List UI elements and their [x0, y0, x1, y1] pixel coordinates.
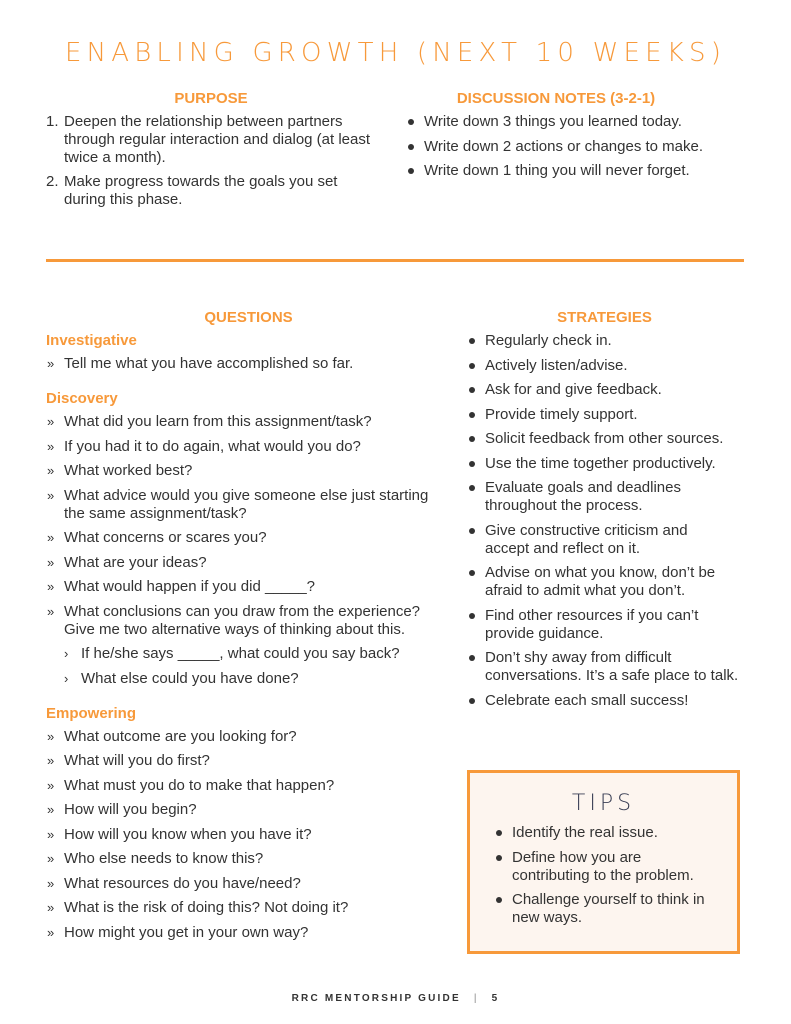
question-item: [46, 603, 451, 639]
purpose-section: [46, 90, 376, 215]
question-item: [46, 487, 451, 523]
question-text: What would happen if you did _____?: [64, 578, 316, 595]
question-text: How will you begin?: [64, 801, 197, 818]
strategy-item: Regularly check in.: [467, 332, 752, 350]
question-text: Tell me what you have accomplished so far.: [64, 355, 354, 372]
section-divider: [46, 259, 744, 262]
chevron-double-icon: »: [47, 802, 55, 817]
footer-guide-name: RRC MENTORSHIP GUIDE: [291, 993, 461, 1004]
page-number: 5: [491, 993, 500, 1004]
question-text: What is the risk of doing this? Not doing it?: [64, 899, 349, 916]
question-item: [46, 924, 451, 942]
page-footer: [0, 993, 791, 1004]
question-text: If you had it to do again, what would you do?: [64, 437, 361, 455]
discussion-list: [406, 113, 746, 180]
empowering-list: [46, 728, 451, 942]
tip-item: Challenge yourself to think in new ways.: [494, 891, 722, 927]
tip-item: Identify the real issue.: [494, 824, 723, 842]
question-text: If he/she says _____, what could you say back?: [81, 645, 400, 662]
chevron-double-icon: »: [47, 924, 55, 940]
questions-heading: QUESTIONS: [204, 309, 293, 326]
question-text: What concerns or scares you?: [64, 529, 267, 546]
chevron-double-icon: »: [47, 414, 55, 429]
strategies-heading: STRATEGIES: [557, 309, 652, 326]
strategy-item: Evaluate goals and deadlines throughout the process.: [467, 479, 700, 515]
question-text: What will you do first?: [64, 752, 210, 769]
sub-question-item: [46, 670, 451, 688]
question-text: What outcome are you looking for?: [64, 727, 297, 745]
item-text: Make progress towards the goals you set during this phase.: [64, 173, 338, 208]
strategy-item: Don’t shy away from difficult conversations. It’s a safe place to talk.: [467, 649, 755, 685]
discussion-heading: DISCUSSION NOTES (3-2-1): [456, 90, 656, 107]
purpose-item: [46, 113, 376, 167]
question-item: [46, 355, 451, 373]
question-item: [46, 554, 451, 572]
question-text: What conclusions can you draw from the experience? Give me two alternative ways of thinking about this.: [64, 602, 421, 638]
question-text: What are your ideas?: [64, 553, 207, 571]
chevron-right-icon: ›: [64, 646, 69, 661]
question-text: Who else needs to know this?: [64, 850, 264, 867]
footer-separator: |: [473, 993, 479, 1004]
strategy-item: Find other resources if you can’t provide guidance.: [467, 607, 715, 643]
discussion-section: [406, 90, 746, 187]
chevron-double-icon: »: [47, 777, 55, 793]
investigative-label: Investigative: [46, 332, 137, 349]
discussion-item: Write down 1 thing you will never forget.: [406, 162, 746, 180]
discussion-item: Write down 2 actions or changes to make.: [406, 138, 746, 156]
strategies-section: [467, 309, 752, 716]
strategy-item: Ask for and give feedback.: [467, 381, 752, 399]
strategy-item: Solicit feedback from other sources.: [467, 430, 752, 448]
item-number: 1.: [46, 113, 59, 130]
strategy-item: Advise on what you know, don’t be afraid to admit what you don’t.: [467, 564, 735, 600]
chevron-double-icon: »: [47, 875, 55, 891]
investigative-list: [46, 355, 451, 373]
question-item: [46, 826, 451, 844]
strategy-item: Celebrate each small success!: [467, 692, 752, 710]
tips-box: [467, 770, 740, 954]
question-item: [46, 529, 451, 547]
strategy-item: Use the time together productively.: [467, 455, 752, 473]
strategy-item: Provide timely support.: [467, 406, 752, 424]
chevron-double-icon: »: [47, 826, 55, 842]
chevron-double-icon: »: [47, 463, 55, 478]
strategy-item: Give constructive criticism and accept and reflect on it.: [467, 522, 700, 558]
question-text: What must you do to make that happen?: [64, 776, 335, 794]
chevron-double-icon: »: [47, 753, 55, 768]
question-text: How will you know when you have it?: [64, 825, 312, 843]
purpose-heading: PURPOSE: [174, 90, 248, 107]
chevron-double-icon: »: [47, 851, 55, 866]
question-item: [46, 413, 451, 431]
sub-question-item: [46, 645, 451, 663]
page-title: ENABLING GROWTH (NEXT 10 WEEKS): [64, 38, 727, 68]
chevron-double-icon: »: [47, 900, 55, 915]
question-item: [46, 777, 451, 795]
chevron-double-icon: »: [47, 579, 55, 594]
strategies-list: [467, 332, 752, 710]
strategy-item: Actively listen/advise.: [467, 357, 752, 375]
tips-list: [470, 824, 737, 927]
question-text: What worked best?: [64, 462, 193, 479]
question-item: [46, 462, 451, 480]
question-item: [46, 875, 451, 893]
chevron-double-icon: »: [47, 438, 55, 454]
chevron-double-icon: »: [47, 356, 55, 371]
question-item: [46, 578, 451, 596]
purpose-item: [46, 173, 376, 209]
chevron-double-icon: »: [47, 530, 55, 545]
question-item: [46, 899, 451, 917]
discovery-label: Discovery: [46, 390, 118, 407]
question-text: What resources do you have/need?: [64, 874, 301, 892]
empowering-label: Empowering: [46, 704, 137, 722]
chevron-double-icon: »: [47, 728, 55, 744]
question-item: [46, 801, 451, 819]
question-item: [46, 438, 451, 456]
question-text: How might you get in your own way?: [64, 923, 309, 941]
tips-heading: TIPS: [571, 791, 636, 816]
question-text: What advice would you give someone else just starting the same assignment/task?: [64, 486, 429, 522]
discovery-list: [46, 413, 451, 688]
questions-section: [46, 309, 451, 948]
purpose-list: [46, 113, 376, 209]
question-text: What else could you have done?: [81, 669, 299, 687]
discussion-item: Write down 3 things you learned today.: [406, 113, 746, 131]
question-text: What did you learn from this assignment/task?: [64, 413, 372, 430]
item-number: 2.: [46, 173, 59, 190]
tip-item: Define how you are contributing to the problem.: [494, 849, 712, 885]
question-item: [46, 752, 451, 770]
question-item: [46, 850, 451, 868]
chevron-double-icon: »: [47, 554, 55, 570]
question-item: [46, 728, 451, 746]
chevron-double-icon: »: [47, 487, 55, 503]
chevron-right-icon: ›: [64, 670, 69, 686]
chevron-double-icon: »: [47, 603, 55, 619]
item-text: Deepen the relationship between partners through regular interaction and dialog (at least twice a month).: [64, 113, 371, 166]
